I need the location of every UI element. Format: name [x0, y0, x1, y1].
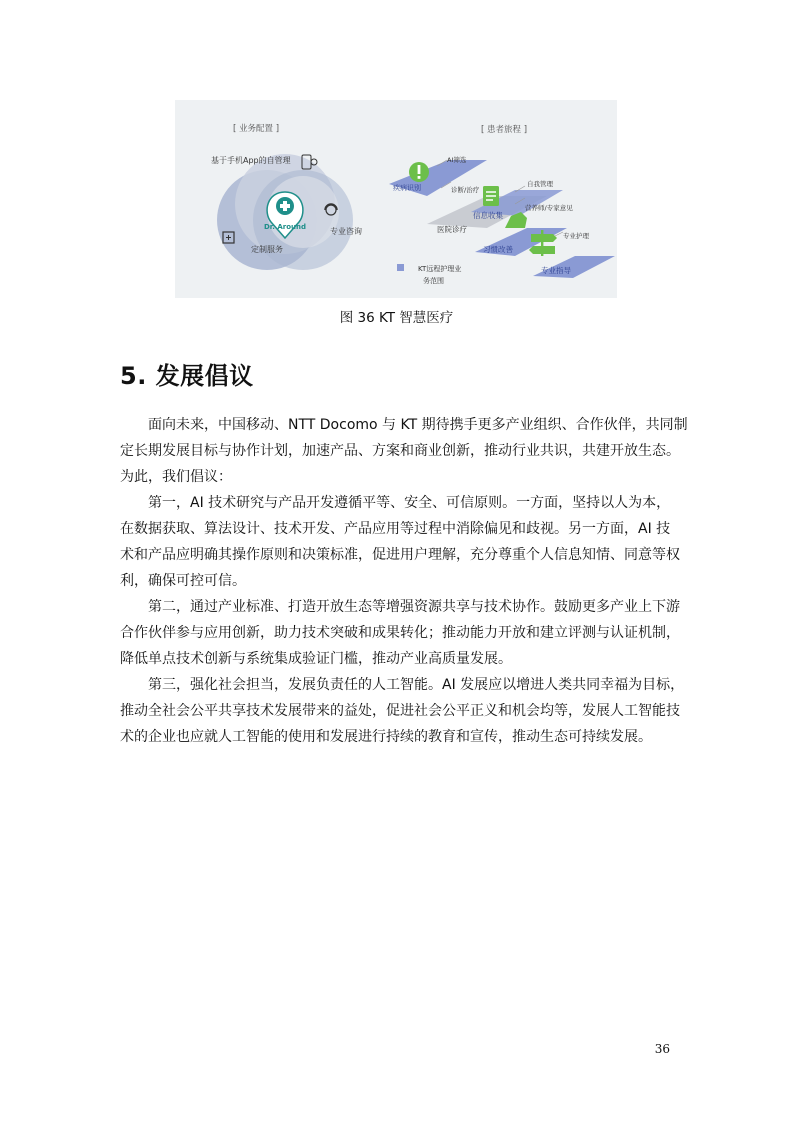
- figure-caption: 图 36 KT 智慧医疗: [339, 310, 454, 326]
- text-line: 定长期发展目标与协作计划，加速产品、方案和商业创新，推动行业共识，共建开放生态。: [120, 443, 680, 459]
- text-line: 第二，通过产业标准、打造开放生态等增强资源共享与技术协作。鼓励更多产业上下游: [148, 599, 680, 615]
- label-diagnosis-treatment: 诊断/治疗: [451, 186, 480, 194]
- figure-kt-smart-healthcare: [175, 100, 617, 298]
- text-line: 第一，AI 技术研究与产品开发遵循平等、安全、可信原则。一方面，坚持以人为本，: [148, 495, 671, 511]
- label-professional-guidance: 专业指导: [541, 266, 571, 275]
- label-nutrition-expert: 营养师/专家意见: [525, 204, 573, 212]
- label-professional-care: 专业护理: [563, 232, 589, 240]
- label-self-management: 自我管理: [527, 180, 553, 188]
- legend-line1: KT远程护理业: [418, 265, 462, 273]
- paragraph-third: [120, 672, 685, 750]
- text-line: 降低单点技术创新与系统集成验证门槛，推动产业高质量发展。: [120, 651, 512, 667]
- alert-icon: [409, 162, 429, 182]
- text-line: 合作伙伴参与应用创新，助力技术突破和成果转化；推动能力开放和建立评测与认证机制，: [120, 625, 680, 641]
- label-professional-consult: 专业咨询: [330, 227, 362, 236]
- text-line: 在数据获取、算法设计、技术开发、产品应用等过程中消除偏见和歧视。另一方面，AI 技: [120, 521, 671, 537]
- text-line: 为此，我们倡议：: [120, 469, 232, 485]
- figure-illustration: [175, 100, 617, 298]
- page-number: 36: [654, 1042, 670, 1056]
- text-line: 推动全社会公平共享技术发展带来的益处，促进社会公平正义和机会均等，发展人工智能技: [120, 703, 680, 719]
- text-line: 第三，强化社会担当，发展负责任的人工智能。AI 发展应以增进人类共同幸福为目标，: [148, 677, 685, 693]
- text-line: 利，确保可控可信。: [120, 573, 246, 589]
- paragraph-second: [120, 594, 680, 672]
- label-disease-detection: 疾病识别: [393, 184, 421, 192]
- label-custom-service: 定制服务: [251, 245, 283, 254]
- legend-line2: 务范围: [423, 277, 444, 285]
- label-info-collection: 信息收集: [473, 211, 503, 220]
- right-section-title: [ 患者旅程 ]: [481, 125, 528, 135]
- text-line: 术和产品应明确其操作原则和决策标准，促进用户理解，充分尊重个人信息知情、同意等权: [120, 547, 680, 563]
- legend-swatch: [397, 264, 404, 271]
- document-icon: [483, 186, 499, 206]
- text-line: 术的企业也应就人工智能的使用和发展进行持续的教育和宣传，推动生态可持续发展。: [120, 729, 652, 745]
- left-section-title: [ 业务配置 ]: [233, 124, 280, 134]
- label-ai-screening: AI筛选: [447, 156, 467, 164]
- label-hospital-treatment: 医院诊疗: [437, 225, 467, 234]
- text-line: 面向未来，中国移动、NTT Docomo 与 KT 期待携手更多产业组织、合作伙伴，共同制: [148, 417, 688, 433]
- logo-text: Dr. Around: [263, 223, 307, 231]
- label-app-self-management: 基于手机App的自管理: [211, 156, 291, 165]
- paragraph-intro: [120, 412, 688, 490]
- paragraph-first: [120, 490, 680, 594]
- section-heading: 5. 发展倡议: [120, 362, 254, 390]
- label-habit-improvement: 习惯改善: [483, 245, 513, 254]
